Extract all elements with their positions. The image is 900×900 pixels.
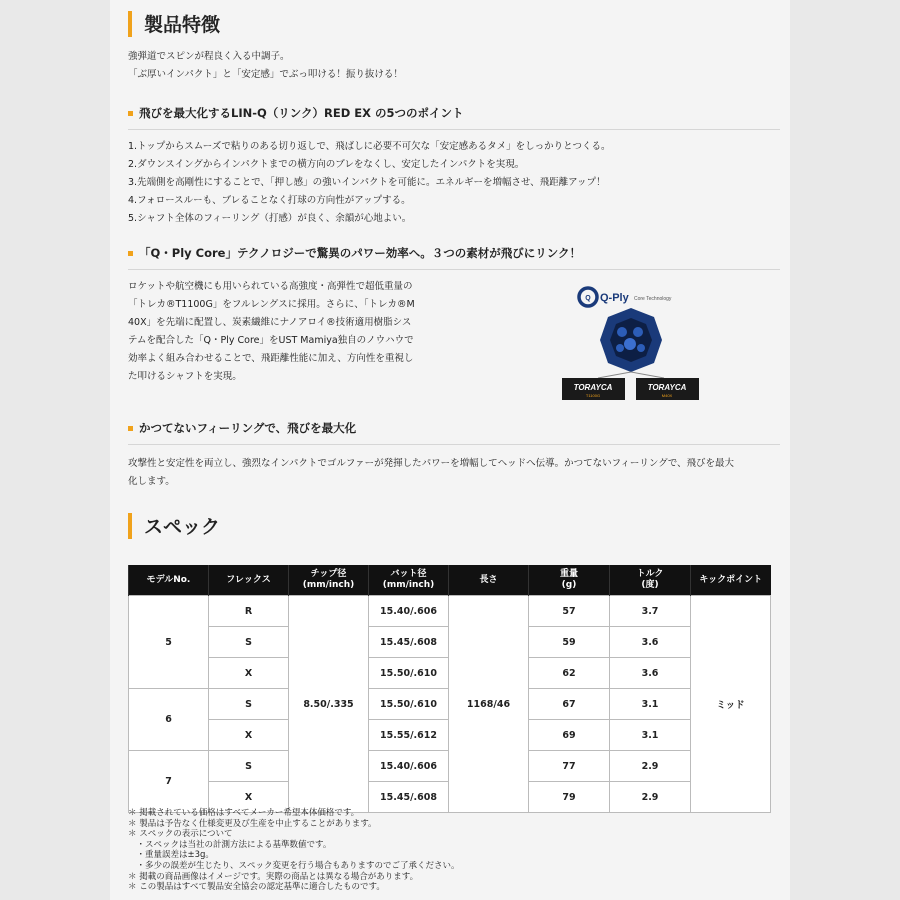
torque-cell: 3.6 — [610, 658, 691, 689]
note-line: ＊ この製品はすべて製品安全協会の認定基準に適合したものです。 — [128, 882, 385, 893]
features-intro — [128, 48, 403, 84]
header-length: 長さ — [449, 565, 529, 596]
weight-cell: 79 — [529, 782, 610, 813]
qply-line: ロケットや航空機にも用いられている高強度・高弾性で超低重量の — [128, 281, 413, 292]
features-title: 製品特徴 — [144, 14, 221, 36]
torque-cell: 2.9 — [610, 751, 691, 782]
tip-cell: 8.50/.335 — [289, 596, 369, 813]
point-item: 4.フォロースルーも、ブレることなく打球の方向性がアップする。 — [128, 195, 411, 206]
svg-text:TORAYCA: TORAYCA — [647, 383, 687, 392]
flex-cell: X — [209, 782, 289, 813]
qply-heading — [128, 245, 780, 270]
butt-cell: 15.50/.610 — [369, 658, 449, 689]
note-line: ＊ 掲載されている価格はすべてメーカー希望本体価格です。 — [128, 808, 360, 818]
heading-square-icon — [128, 426, 133, 431]
heading-accent-bar — [128, 11, 132, 37]
flex-cell: X — [209, 720, 289, 751]
butt-cell: 15.45/.608 — [369, 782, 449, 813]
torque-cell: 3.7 — [610, 596, 691, 627]
note-line: ・重量誤差は±3g。 — [128, 850, 214, 861]
butt-cell: 15.40/.606 — [369, 751, 449, 782]
note-line: ＊ スペックの表示について — [128, 829, 233, 840]
feeling-heading — [128, 420, 780, 445]
note-line: ・スペックは当社の計測方法による基準数値です。 — [128, 839, 332, 850]
length-cell: 1168/46 — [449, 596, 529, 813]
point-item: 2.ダウンスイングからインパクトまでの横方向のブレをなくし、安定したインパクトを実現。 — [128, 159, 525, 170]
weight-cell: 62 — [529, 658, 610, 689]
header-butt: バット径 (mm/inch) — [369, 565, 449, 596]
butt-cell: 15.40/.606 — [369, 596, 449, 627]
logo-sub: Core Technology — [634, 296, 672, 302]
flex-cell: S — [209, 689, 289, 720]
qply-line: テムを配合した「Q・Ply Core」をUST Mamiya独自のノウハウで — [128, 335, 414, 346]
qply-heading-text: 「Q・Ply Core」テクノロジーで驚異のパワー効率へ。３つの素材が飛びにリンク！ — [139, 246, 582, 260]
torque-cell: 3.1 — [610, 689, 691, 720]
features-heading — [128, 10, 220, 37]
butt-cell: 15.50/.610 — [369, 689, 449, 720]
table-row — [129, 596, 771, 627]
model-cell: 7 — [129, 751, 209, 813]
spec-header-row — [129, 565, 771, 596]
intro-line: 「ぶ厚いインパクト」と「安定感」でぶっ叩ける！振り抜ける！ — [128, 69, 403, 80]
torque-cell: 3.1 — [610, 720, 691, 751]
weight-cell: 77 — [529, 751, 610, 782]
torque-cell: 2.9 — [610, 782, 691, 813]
heading-square-icon — [128, 251, 133, 256]
weight-cell: 57 — [529, 596, 610, 627]
header-weight: 重量 (g) — [529, 565, 610, 596]
qply-line: 「トレカ®T1100G」をフルレングスに採用。さらに、「トレカ®M — [128, 299, 415, 310]
feeling-text — [128, 455, 734, 491]
flex-cell: S — [209, 751, 289, 782]
flex-cell: S — [209, 627, 289, 658]
spec-heading — [128, 512, 220, 539]
weight-cell: 69 — [529, 720, 610, 751]
point-item: 5.シャフト全体のフィーリング（打感）が良く、余韻が心地よい。 — [128, 213, 412, 224]
qply-line: 効率よく組み合わせることで、飛距離性能に加え、方向性を重視し — [128, 353, 414, 364]
logo-brand: Q-Ply — [600, 292, 629, 304]
qply-core-logo-image — [556, 280, 706, 410]
points-heading-text: 飛びを最大化するLIN-Q（リンク）RED EX の5つのポイント — [139, 106, 464, 120]
svg-text:M40X: M40X — [661, 393, 673, 398]
points-list — [128, 138, 610, 228]
butt-cell: 15.55/.612 — [369, 720, 449, 751]
header-flex: フレックス — [209, 565, 289, 596]
product-page — [110, 0, 790, 900]
torque-cell: 3.6 — [610, 627, 691, 658]
svg-text:Q: Q — [585, 295, 591, 302]
spec-title: スペック — [144, 516, 221, 538]
qply-line: た叩けるシャフトを実現。 — [128, 371, 242, 382]
feeling-line: 攻撃性と安定性を両立し、強烈なインパクトでゴルファーが発揮したパワーを増幅してヘッドへ伝導。かつてないフィーリングで、飛びを最大 — [128, 458, 735, 469]
weight-cell: 67 — [529, 689, 610, 720]
weight-cell: 59 — [529, 627, 610, 658]
heading-square-icon — [128, 111, 133, 116]
model-cell: 5 — [129, 596, 209, 689]
header-model: モデルNo. — [129, 565, 209, 596]
flex-cell: R — [209, 596, 289, 627]
qply-line: 40X」を先端に配置し、炭素繊維にナノアロイ®技術適用樹脂シス — [128, 317, 412, 328]
qply-text — [128, 278, 415, 386]
note-line: ＊ 掲載の商品画像はイメージです。実際の商品とは異なる場合があります。 — [128, 871, 419, 882]
flex-cell: X — [209, 658, 289, 689]
header-kick: キックポイント — [691, 565, 771, 596]
header-torque: トルク (度) — [610, 565, 691, 596]
note-line: ・多少の誤差が生じたり、スペック変更を行う場合もありますのでご了承ください。 — [128, 860, 460, 871]
spec-table — [128, 565, 771, 813]
model-cell: 6 — [129, 689, 209, 751]
heading-accent-bar — [128, 513, 132, 539]
svg-text:TORAYCA: TORAYCA — [573, 383, 613, 392]
header-tip: チップ径 (mm/inch) — [289, 565, 369, 596]
point-item: 3.先端側を高剛性にすることで、「押し感」の強いインパクトを可能に。エネルギーを増幅させ、飛距離アップ！ — [128, 177, 606, 188]
points-heading — [128, 105, 780, 130]
point-item: 1.トップからスムーズで粘りのある切り返しで、飛ばしに必要不可欠な「安定感あるタメ」をしっかりとつくる。 — [128, 141, 611, 152]
butt-cell: 15.45/.608 — [369, 627, 449, 658]
feeling-line: 化します。 — [128, 476, 175, 487]
spec-notes — [128, 808, 460, 893]
feeling-heading-text: かつてないフィーリングで、飛びを最大化 — [139, 421, 357, 435]
intro-line: 強弾道でスピンが程良く入る中調子。 — [128, 51, 290, 62]
kick-cell: ミッド — [691, 596, 771, 813]
note-line: ＊ 製品は予告なく仕様変更及び生産を中止することがあります。 — [128, 818, 377, 829]
svg-text:T1100G: T1100G — [585, 393, 601, 398]
